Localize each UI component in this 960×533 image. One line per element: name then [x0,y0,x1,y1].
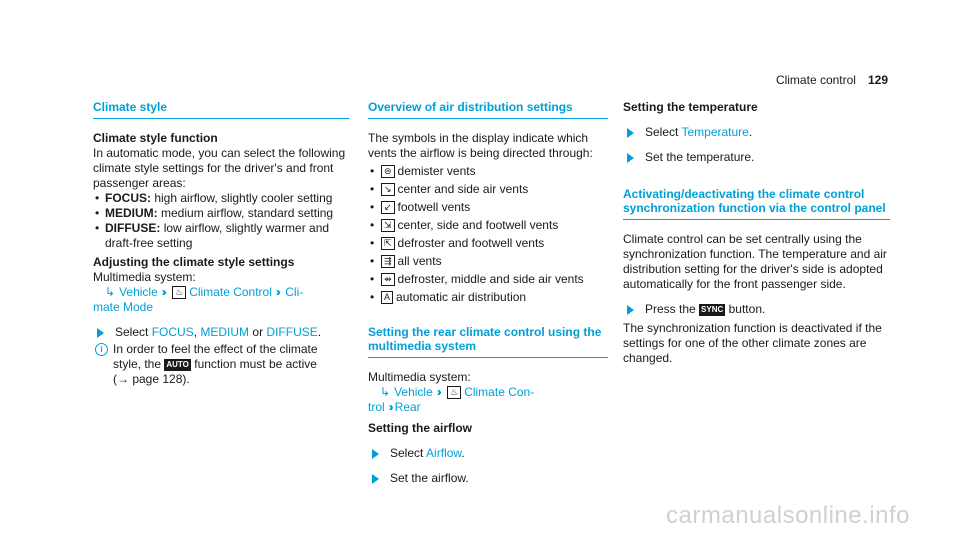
center-footwell-icon: ⇲ [381,219,395,232]
step-select-style: Select FOCUS, MEDIUM or DIFFUSE. [93,325,349,340]
list-item: • A automatic air distribution [368,290,608,305]
step-select-airflow: Select Airflow. [368,446,608,461]
note-auto-function: i In order to feel the effect of the climate style, the AUTO function must be active (→ page 128). [93,342,349,387]
section-title-climate-style: Climate style [93,100,349,119]
list-item: • ⊜ demister vents [368,164,608,179]
step-set-airflow: Set the airflow. [368,471,608,486]
air-distribution-intro: The symbols in the display indicate which vents the airflow is being directed through: [368,131,593,160]
subtitle-climate-style-function: Climate style function [93,131,218,145]
list-item: • MEDIUM: medium airflow, standard setting [93,206,349,221]
list-item: • DIFFUSE: low airflow, slightly warmer and draft-free setting [93,221,349,251]
menu-path-cont [368,400,608,415]
step-press-sync: Press the SYNC button. [623,302,890,317]
airflow-title: Setting the airflow [368,421,473,435]
list-item: • ↙ footwell vents [368,200,608,215]
link-diffuse[interactable]: DIFFUSE [266,325,318,339]
adjust-title: Adjusting the climate style settings [93,255,295,269]
sync-intro: Climate control can be set centrally using the synchronization function. The temperature and air distribution setting for the driver's side is adopted automatically for the front passenger side. [623,232,887,291]
link-rear[interactable]: Rear [394,400,421,414]
double-chevron-icon: ›› [161,285,164,299]
link-climate-control-cont[interactable]: trol [368,400,385,414]
link-temperature[interactable]: Temperature [681,125,749,139]
climate-control-icon: ♨ [172,286,186,299]
list-item: • ⇱ defroster and footwell vents [368,236,608,251]
center-vents-icon: ↘ [381,183,395,196]
link-vehicle[interactable]: Vehicle [119,285,158,299]
footwell-icon: ↙ [381,201,395,214]
list-item: • ⇲ center, side and footwell vents [368,218,608,233]
list-item: • ⇶ all vents [368,254,608,269]
multimedia-label: Multimedia system: [93,270,196,284]
section-name: Climate control [775,73,856,87]
double-chevron-icon: ›› [388,400,391,414]
list-item: • ⇴ defroster, middle and side air vents [368,272,608,287]
step-arrow-icon [627,128,634,138]
link-vehicle[interactable]: Vehicle [394,385,433,399]
step-select-temperature: Select Temperature. [623,125,890,140]
list-item: • FOCUS: high airflow, slightly cooler setting [93,191,349,206]
temperature-title: Setting the temperature [623,100,758,114]
column-air-distribution [368,100,608,486]
step-arrow-icon [97,328,104,338]
defroster-icon: ⊜ [381,165,395,178]
menu-path [368,385,608,400]
climate-style-intro: In automatic mode, you can select the following climate style settings for the driver's and front passenger areas: [93,146,346,190]
info-icon: i [95,343,108,356]
all-vents-icon: ⇶ [381,255,395,268]
section-title-air-distribution: Overview of air distribution settings [368,100,608,119]
climate-control-icon: ♨ [447,386,461,399]
step-arrow-icon [627,153,634,163]
menu-path-arrow-icon: ↳ [380,385,391,399]
column-climate-style [93,100,349,387]
step-arrow-icon [372,474,379,484]
link-climate-mode[interactable]: Cli- [285,285,304,299]
link-airflow[interactable]: Airflow [426,446,462,460]
link-climate-mode-cont[interactable]: mate Mode [93,300,154,314]
auto-key-icon: AUTO [166,359,189,369]
section-title-sync: Activating/deactivating the climate control synchronization function via the control panel [623,187,890,220]
watermark: carmanualsonline.info [666,502,910,529]
sync-note: The synchronization function is deactivated if the settings for one of the other climate zones are changed. [623,321,882,365]
link-climate-control[interactable]: Climate Control [189,285,272,299]
defroster-middle-icon: ⇴ [381,273,395,286]
auto-distribution-icon: A [381,291,393,304]
page-header [776,73,888,88]
link-climate-control[interactable]: Climate Con- [464,385,535,399]
page-number: 129 [867,73,888,87]
menu-path-arrow-icon: ↳ [105,285,116,299]
column-temperature-sync [623,100,890,366]
step-arrow-icon [627,305,634,315]
list-item: • ↘ center and side air vents [368,182,608,197]
menu-path [93,285,349,300]
double-chevron-icon: ›› [275,285,278,299]
section-title-rear-climate: Setting the rear climate control using the multimedia system [368,325,608,358]
double-chevron-icon: ›› [436,385,439,399]
link-medium[interactable]: MEDIUM [200,325,250,339]
link-focus[interactable]: FOCUS [151,325,194,339]
defroster-footwell-icon: ⇱ [381,237,395,250]
air-distribution-list [368,164,608,305]
sync-key-icon: SYNC [701,304,724,314]
multimedia-label: Multimedia system: [368,370,471,384]
step-set-temperature: Set the temperature. [623,150,890,165]
climate-style-list [93,191,349,251]
step-arrow-icon [372,449,379,459]
